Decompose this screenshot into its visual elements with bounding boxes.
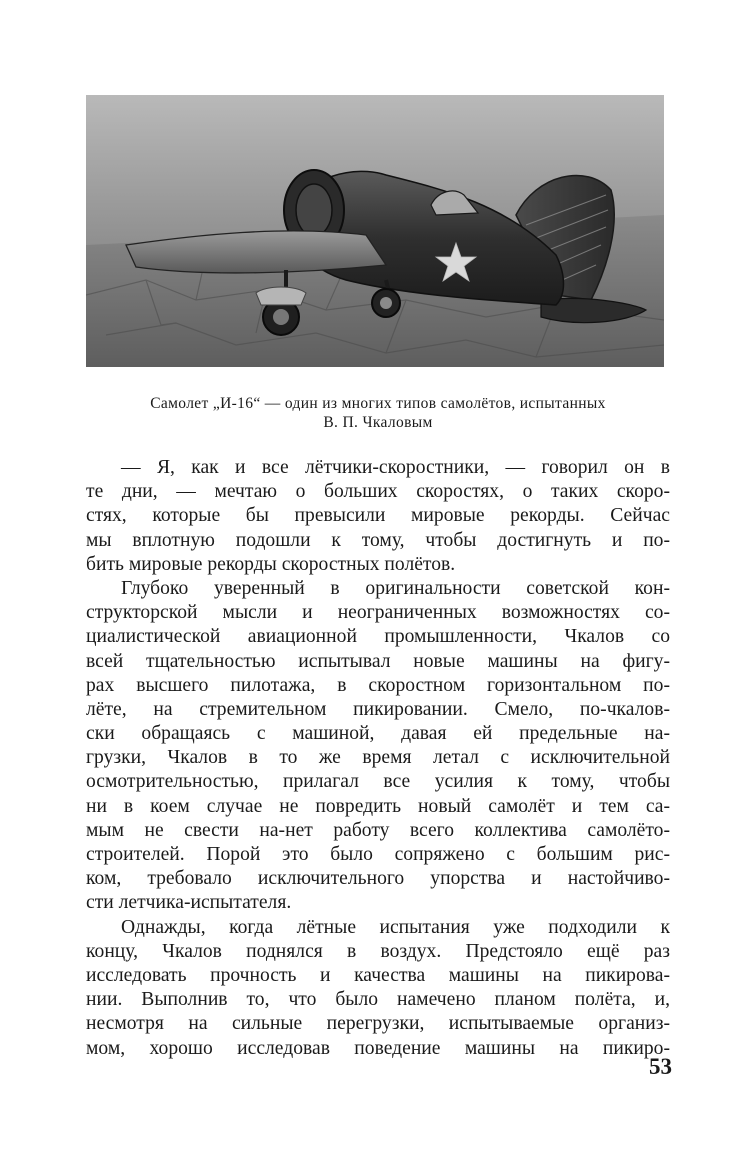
text-line: ни в коем случае не повредить новый самолёт и тем са- (86, 795, 670, 817)
paragraph (86, 456, 670, 577)
paragraph (86, 577, 670, 916)
aircraft-photo (86, 95, 664, 367)
i16-aircraft-illustration (86, 95, 664, 367)
text-line: циалистической авиационной промышленности, Чкалов со (86, 626, 670, 648)
text-line: концу, Чкалов поднялся в воздух. Предстояло ещё раз (86, 940, 670, 962)
text-line: мы вплотную подошли к тому, чтобы достигнуть и по- (86, 529, 670, 551)
paragraph (86, 916, 670, 1061)
text-line: те дни, — мечтаю о больших скоростях, о таких скоро- (86, 481, 670, 503)
text-line: осмотрительностью, прилагал все усилия к тому, чтобы (86, 771, 670, 793)
caption-line: Самолет „И-16“ — один из многих типов самолётов, испытанных (150, 395, 606, 412)
text-line: мом, хорошо исследовав поведение машины на пикиро- (86, 1037, 670, 1059)
text-line: ком, требовало исключительного упорства и настойчиво- (86, 868, 670, 890)
text-line: всей тщательностью испытывал новые машины на фигу- (86, 650, 670, 672)
text-line: нии. Выполнив то, что было намечено планом полёта, и, (86, 989, 670, 1011)
text-line: рах высшего пилотажа, в скоростном горизонтальном по- (86, 674, 670, 696)
text-line: бить мировые рекорды скоростных полётов. (86, 553, 456, 575)
text-line: Однажды, когда лётные испытания уже подходили к (121, 916, 670, 938)
text-line: Глубоко уверенный в оригинальности советской кон- (121, 577, 670, 599)
text-line: несмотря на сильные перегрузки, испытываемые организ- (86, 1013, 670, 1035)
caption-line: В. П. Чкаловым (323, 414, 433, 431)
text-line: — Я, как и все лётчики-скоростники, — говорил он в (121, 457, 670, 478)
text-line: структорской мысли и неограниченных возможностях со- (86, 602, 670, 624)
text-line: ски обращаясь с машиной, давая ей предельные на- (86, 723, 670, 745)
text-line: строителей. Порой это было сопряжено с большим рис- (86, 844, 670, 865)
body-text (86, 456, 670, 1061)
text-line: стях, которые бы превысили мировые рекорды. Сейчас (86, 505, 670, 527)
text-line: мым не свести на-нет работу всего коллектива самолёто- (86, 819, 670, 841)
page-number: 53 (649, 1054, 672, 1079)
text-line: сти летчика-испытателя. (86, 892, 292, 914)
text-line: исследовать прочность и качества машины на пикирова- (86, 964, 670, 986)
text-line: лёте, на стремительном пикировании. Смело, по-чкалов- (86, 698, 670, 720)
text-line: грузки, Чкалов в то же время летал с исключительной (86, 747, 670, 769)
figure-caption (86, 394, 670, 432)
